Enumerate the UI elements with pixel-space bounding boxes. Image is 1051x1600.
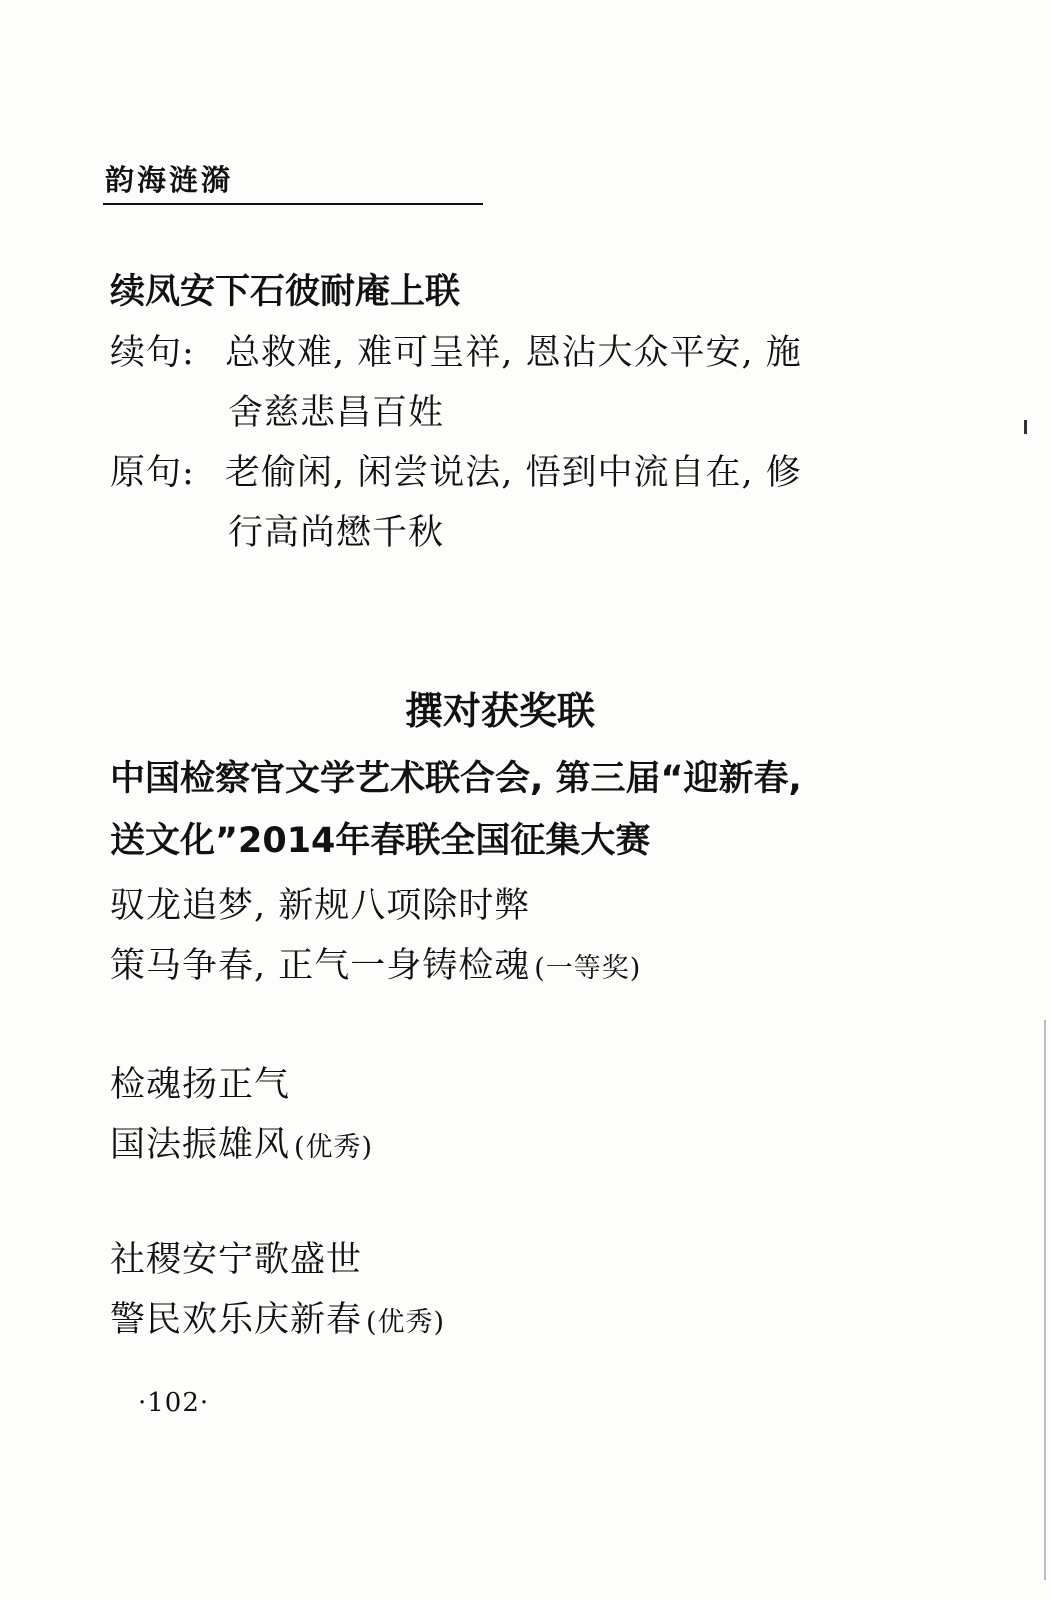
couplet-2-upper: 检魂扬正气 — [110, 1065, 291, 1105]
award-heading: 撰对获奖联 — [404, 688, 595, 733]
couplet-1-lower-line — [110, 938, 641, 988]
couplet-1-lower: 策马争春, 正气一身铸检魂 — [110, 946, 531, 986]
original-label: 原句: — [110, 453, 195, 493]
contest-title: 中国检察官文学艺术联合会, 第三届“迎新春, 送文化”2014年春联全国征集大赛 — [110, 759, 802, 861]
continuation-entry — [110, 325, 802, 375]
header-rule — [103, 203, 483, 205]
original-entry — [110, 445, 802, 495]
continuation-line-2: 舍慈悲昌百姓 — [228, 393, 445, 433]
section-title: 续凤安下石彼耐庵上联 — [110, 272, 461, 312]
continuation-label: 续句: — [110, 333, 195, 373]
couplet-3-award: (优秀) — [366, 1307, 446, 1338]
page-number: ·102· — [138, 1388, 210, 1418]
continuation-line-1: 总救难, 难可呈祥, 恩沾大众平安, 施 — [225, 333, 802, 373]
original-line-1: 老偷闲, 闲尝说法, 悟到中流自在, 修 — [225, 453, 802, 493]
couplet-2-lower-line — [110, 1117, 373, 1167]
original-line-2: 行高尚懋千秋 — [228, 513, 445, 553]
scan-edge-line — [1044, 1020, 1046, 1580]
couplet-3-upper: 社稷安宁歌盛世 — [110, 1240, 363, 1280]
couplet-1-award: (一等奖) — [534, 953, 642, 984]
couplet-1-upper: 驭龙追梦, 新规八项除时弊 — [110, 886, 531, 926]
running-head: 韵海涟漪 — [105, 163, 234, 197]
scan-edge-mark — [1024, 420, 1027, 434]
couplet-2-lower: 国法振雄风 — [110, 1125, 291, 1165]
couplet-3-lower-line — [110, 1292, 445, 1342]
couplet-3-lower: 警民欢乐庆新春 — [110, 1300, 363, 1340]
couplet-2-award: (优秀) — [294, 1132, 374, 1163]
